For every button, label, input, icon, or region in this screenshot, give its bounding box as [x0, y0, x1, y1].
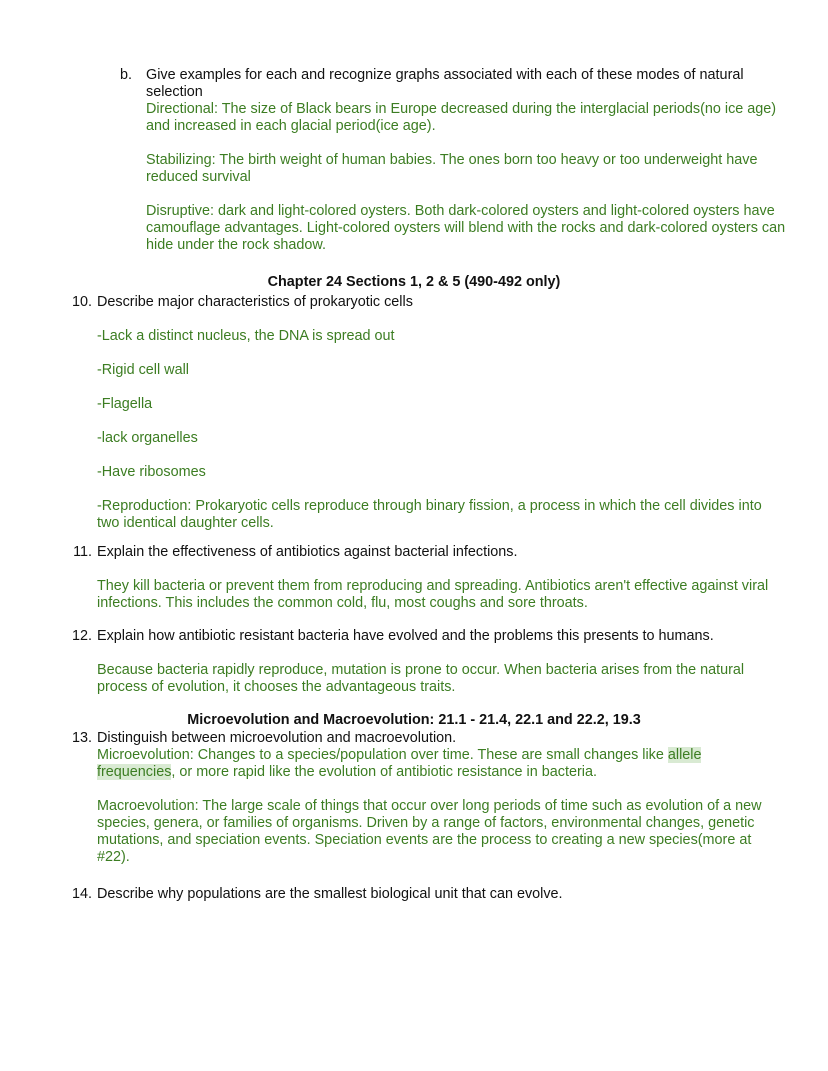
micro-text-end: , or more rapid like the evolution of antibiotic resistance in bacteria. — [171, 764, 597, 780]
q10-block — [97, 294, 777, 532]
q14-question: Describe why populations are the smallest biological unit that can evolve. — [97, 886, 563, 902]
q12-answer: Because bacteria rapidly reproduce, mutation is prone to occur. When bacteria arises from the natural process of evolution, it chooses the advantageous traits. — [97, 662, 745, 695]
allele-frequencies-highlight: allele frequencies — [97, 747, 702, 780]
disruptive-answer: Disruptive: dark and light-colored oysters. Both dark-colored oysters and light-colored oysters have camouflage advantages. Light-colored oysters will blend with the rocks and dark-colored oysters can hide under the rock shadow. — [146, 203, 786, 253]
item-b-question: Give examples for each and recognize graphs associated with each of these modes of natural selection — [146, 67, 744, 100]
q10-answer-flagella: -Flagella — [97, 396, 153, 412]
q12-question: Explain how antibiotic resistant bacteria have evolved and the problems this presents to humans. — [97, 628, 714, 644]
q11-number: 11. — [73, 544, 92, 560]
q10-number: 10. — [71, 294, 92, 310]
q13-block — [97, 730, 777, 866]
q12-number: 12. — [71, 628, 92, 644]
q14-number: 14. — [71, 886, 92, 902]
stabilizing-answer: Stabilizing: The birth weight of human babies. The ones born too heavy or too underweight have reduced survival — [146, 152, 758, 185]
item-b-label: b. — [119, 67, 132, 83]
q13-question: Distinguish between microevolution and macroevolution. — [97, 730, 457, 746]
micro-text-start: Microevolution: Changes to a species/population over time. These are small changes like — [97, 747, 668, 763]
directional-answer: Directional: The size of Black bears in Europe decreased during the interglacial periods(no ice age) and increased in each glacial period(ice age). — [146, 101, 777, 134]
q10-answer-ribosomes: -Have ribosomes — [97, 464, 206, 480]
macroevolution-answer: Macroevolution: The large scale of things that occur over long periods of time such as evolution of a new species, genera, or families of organisms. Driven by a range of factors, environmental changes, genetic mutations, and speciation events. Speciation events are the process to creating a new species(more at #22). — [97, 798, 762, 865]
q10-answer-reproduction: -Reproduction: Prokaryotic cells reproduce through binary fission, a process in which the cell divides into two identical daughter cells. — [97, 498, 762, 531]
q14-block — [97, 886, 777, 903]
item-b-block — [146, 67, 786, 254]
q13-number: 13. — [71, 730, 92, 746]
q12-block — [97, 628, 777, 696]
micro-macro-heading: Microevolution and Macroevolution: 21.1 - 21.4, 22.1 and 22.2, 19.3 — [187, 712, 641, 728]
q11-question: Explain the effectiveness of antibiotics against bacterial infections. — [97, 544, 518, 560]
microevolution-answer — [97, 747, 777, 781]
chapter24-heading: Chapter 24 Sections 1, 2 & 5 (490-492 only) — [267, 274, 561, 290]
q11-block — [97, 544, 777, 612]
q10-answer-organelles: -lack organelles — [97, 430, 198, 446]
q10-answer-nucleus: -Lack a distinct nucleus, the DNA is spread out — [97, 328, 395, 344]
q10-question: Describe major characteristics of prokaryotic cells — [97, 294, 413, 310]
q10-answer-cell-wall: -Rigid cell wall — [97, 362, 189, 378]
q11-answer: They kill bacteria or prevent them from reproducing and spreading. Antibiotics aren't effective against viral infections. This includes the common cold, flu, most coughs and sore throats. — [97, 578, 769, 611]
